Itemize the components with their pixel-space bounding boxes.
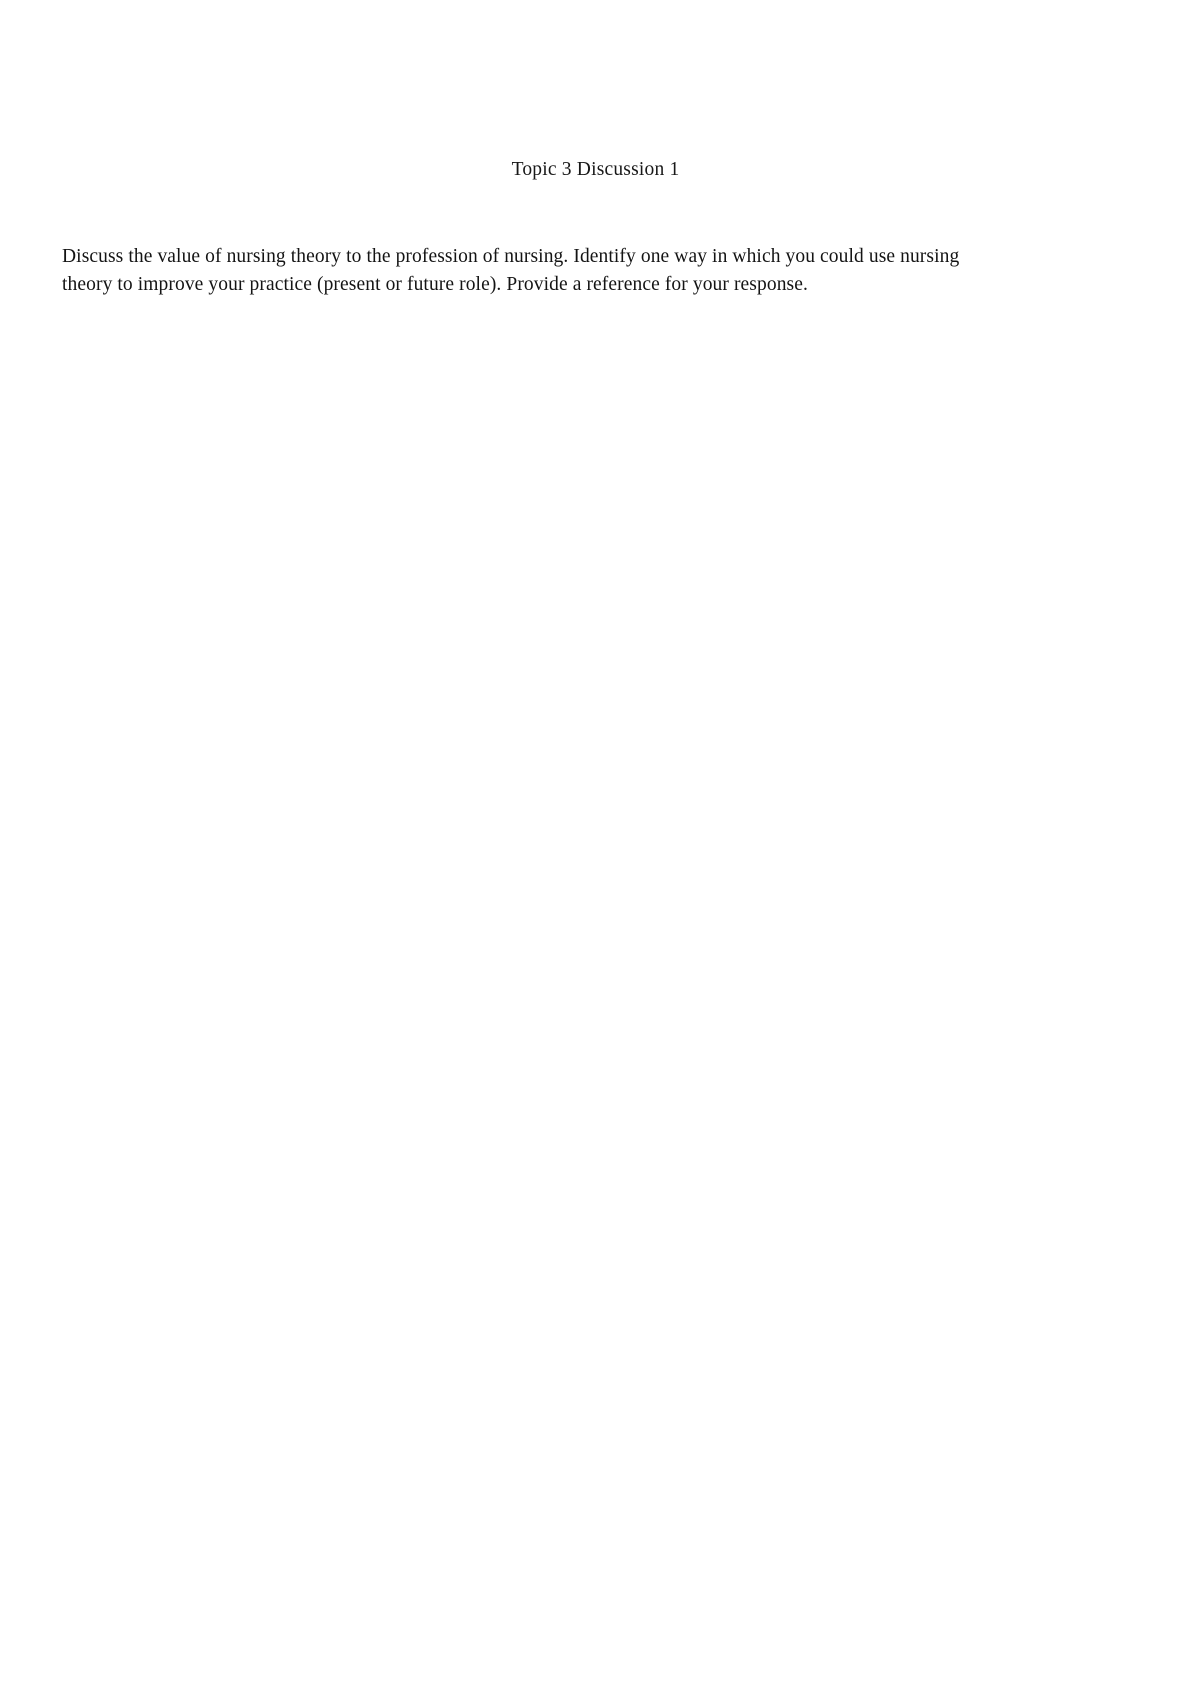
body-paragraph: Discuss the value of nursing theory to the profession of nursing. Identify one way in which you could use nursing theory to improve your practice (present or future role). Provide a reference for your response. xyxy=(62,246,960,295)
page-title: Topic 3 Discussion 1 xyxy=(511,159,680,180)
